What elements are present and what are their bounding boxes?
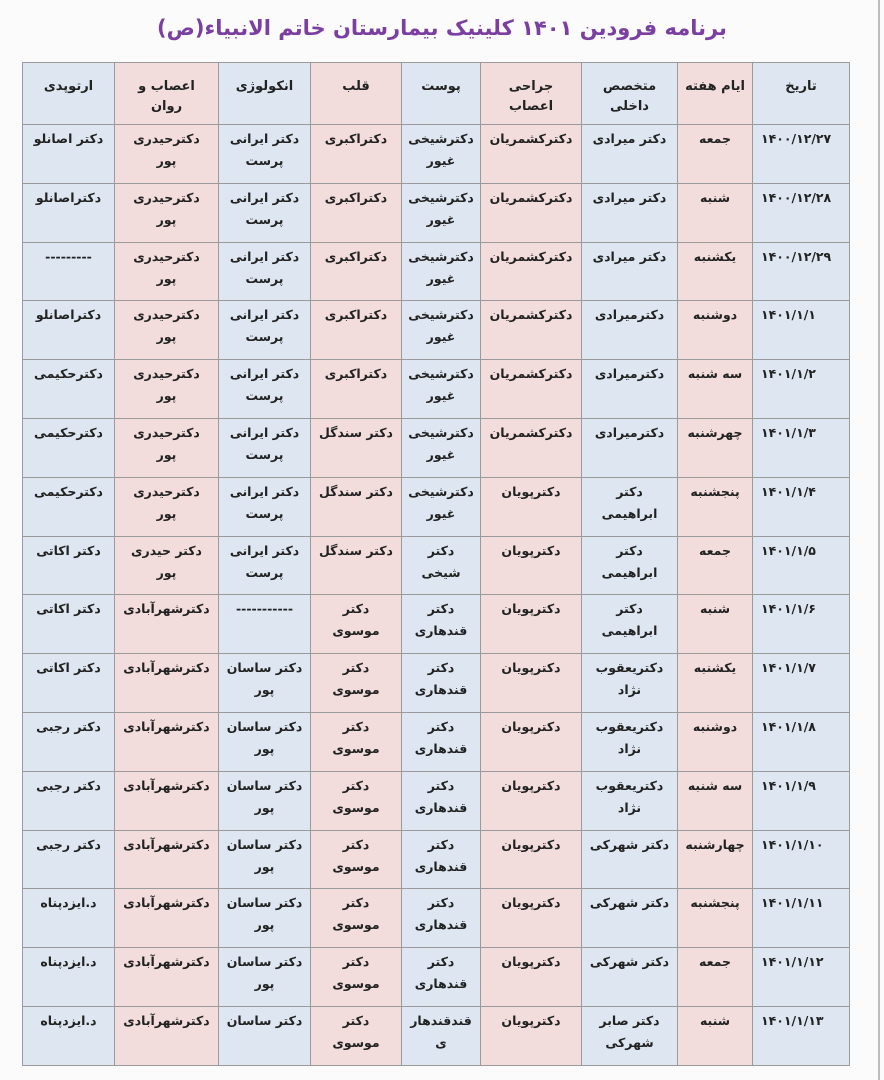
cell-date: ۱۴۰۰/۱۲/۲۹ — [753, 242, 850, 301]
table-row — [23, 948, 850, 1007]
cell-dermatology: دکترشیخی غیور — [402, 301, 481, 360]
cell-weekday: یکشنبه — [678, 242, 753, 301]
table-row — [23, 889, 850, 948]
cell-orthopedics: دکتراصانلو — [23, 301, 115, 360]
table-row — [23, 418, 850, 477]
cell-internal-medicine: دکتر شهرکی — [582, 948, 678, 1007]
cell-neurosurgery: دکترکشمریان — [481, 183, 582, 242]
cell-weekday: سه شنبه — [678, 360, 753, 419]
cell-neurosurgery: دکترپویان — [481, 1006, 582, 1065]
cell-oncology: دکتر ساسان پور — [219, 830, 311, 889]
header-row — [23, 63, 850, 125]
table-row — [23, 595, 850, 654]
table-row — [23, 830, 850, 889]
cell-weekday: یکشنبه — [678, 654, 753, 713]
cell-cardiology: دکتراکبری — [311, 183, 402, 242]
cell-psychiatry: دکترحیدری پور — [115, 125, 219, 184]
cell-orthopedics: --------- — [23, 242, 115, 301]
cell-cardiology: دکتراکبری — [311, 301, 402, 360]
cell-orthopedics: د.ایزدپناه — [23, 948, 115, 1007]
cell-neurosurgery: دکترکشمریان — [481, 418, 582, 477]
cell-oncology: دکتر ایرانی پرست — [219, 183, 311, 242]
cell-cardiology: دکتر سندگل — [311, 418, 402, 477]
cell-weekday: سه شنبه — [678, 771, 753, 830]
table-row — [23, 771, 850, 830]
cell-neurosurgery: دکترپویان — [481, 477, 582, 536]
cell-weekday: چهرشنبه — [678, 418, 753, 477]
cell-weekday: شنبه — [678, 595, 753, 654]
cell-oncology: دکتر ایرانی پرست — [219, 360, 311, 419]
cell-psychiatry: دکترحیدری پور — [115, 477, 219, 536]
cell-oncology: دکتر ایرانی پرست — [219, 477, 311, 536]
cell-neurosurgery: دکترکشمریان — [481, 360, 582, 419]
column-header-internal-medicine: متخصص داخلی — [582, 63, 678, 125]
cell-date: ۱۴۰۱/۱/۱۰ — [753, 830, 850, 889]
cell-neurosurgery: دکترکشمریان — [481, 125, 582, 184]
table-row — [23, 242, 850, 301]
cell-oncology: دکتر ساسان پور — [219, 771, 311, 830]
cell-weekday: پنجشنبه — [678, 477, 753, 536]
cell-dermatology: دکترشیخی غیور — [402, 477, 481, 536]
cell-oncology: دکتر ساسان پور — [219, 948, 311, 1007]
column-header-psychiatry: اعصاب و روان — [115, 63, 219, 125]
cell-cardiology: دکتراکبری — [311, 242, 402, 301]
cell-cardiology: دکتر موسوی — [311, 1006, 402, 1065]
cell-dermatology: دکتر قندهاری — [402, 771, 481, 830]
cell-oncology: دکتر ساسان — [219, 1006, 311, 1065]
cell-date: ۱۴۰۱/۱/۶ — [753, 595, 850, 654]
cell-psychiatry: دکترحیدری پور — [115, 301, 219, 360]
cell-orthopedics: دکتر رجبی — [23, 771, 115, 830]
cell-oncology: دکتر ساسان پور — [219, 712, 311, 771]
column-header-oncology: انکولوژی — [219, 63, 311, 125]
cell-psychiatry: دکترحیدری پور — [115, 242, 219, 301]
cell-orthopedics: دکتر اکاتی — [23, 595, 115, 654]
cell-internal-medicine: دکترمیرادی — [582, 301, 678, 360]
cell-dermatology: دکتر قندهاری — [402, 889, 481, 948]
cell-internal-medicine: دکتر میرادی — [582, 125, 678, 184]
cell-internal-medicine: دکتر ابراهیمی — [582, 536, 678, 595]
table-row — [23, 125, 850, 184]
cell-oncology: ----------- — [219, 595, 311, 654]
cell-orthopedics: دکتر اکاتی — [23, 654, 115, 713]
cell-psychiatry: دکترشهرآبادی — [115, 948, 219, 1007]
cell-internal-medicine: دکتر شهرکی — [582, 889, 678, 948]
cell-orthopedics: دکتراصانلو — [23, 183, 115, 242]
cell-dermatology: دکتر شیخی — [402, 536, 481, 595]
cell-date: ۱۴۰۱/۱/۹ — [753, 771, 850, 830]
cell-orthopedics: دکترحکیمی — [23, 418, 115, 477]
cell-cardiology: دکتر سندگل — [311, 536, 402, 595]
table-row — [23, 1006, 850, 1065]
cell-dermatology: دکتر قندهاری — [402, 595, 481, 654]
cell-date: ۱۴۰۱/۱/۱۱ — [753, 889, 850, 948]
cell-neurosurgery: دکترکشمریان — [481, 242, 582, 301]
column-header-cardiology: قلب — [311, 63, 402, 125]
cell-dermatology: دکتر قندهاری — [402, 712, 481, 771]
cell-dermatology: دکتر قندهاری — [402, 654, 481, 713]
page-edge — [878, 0, 880, 1080]
cell-oncology: دکتر ساسان پور — [219, 889, 311, 948]
cell-orthopedics: د.ایزدپناه — [23, 1006, 115, 1065]
cell-oncology: دکتر ایرانی پرست — [219, 242, 311, 301]
table-row — [23, 477, 850, 536]
cell-internal-medicine: دکتریعقوب نژاد — [582, 654, 678, 713]
cell-psychiatry: دکترحیدری پور — [115, 183, 219, 242]
cell-date: ۱۴۰۱/۱/۳ — [753, 418, 850, 477]
cell-orthopedics: دکترحکیمی — [23, 360, 115, 419]
cell-orthopedics: دکتر رجبی — [23, 830, 115, 889]
cell-cardiology: دکتر موسوی — [311, 595, 402, 654]
cell-internal-medicine: دکتر صابر شهرکی — [582, 1006, 678, 1065]
cell-oncology: دکتر ایرانی پرست — [219, 301, 311, 360]
cell-dermatology: دکترشیخی غیور — [402, 242, 481, 301]
cell-neurosurgery: دکترپویان — [481, 712, 582, 771]
table-row — [23, 712, 850, 771]
cell-date: ۱۴۰۱/۱/۲ — [753, 360, 850, 419]
cell-orthopedics: د.ایزدپناه — [23, 889, 115, 948]
cell-oncology: دکتر ایرانی پرست — [219, 125, 311, 184]
cell-orthopedics: دکتر اصانلو — [23, 125, 115, 184]
cell-internal-medicine: دکتر ابراهیمی — [582, 477, 678, 536]
cell-internal-medicine: دکترمیرادی — [582, 418, 678, 477]
cell-internal-medicine: دکترمیرادی — [582, 360, 678, 419]
cell-date: ۱۴۰۱/۱/۷ — [753, 654, 850, 713]
cell-oncology: دکتر ساسان پور — [219, 654, 311, 713]
cell-orthopedics: دکتر رجبی — [23, 712, 115, 771]
cell-neurosurgery: دکترپویان — [481, 536, 582, 595]
cell-psychiatry: دکترشهرآبادی — [115, 889, 219, 948]
cell-internal-medicine: دکتریعقوب نژاد — [582, 771, 678, 830]
cell-neurosurgery: دکترپویان — [481, 830, 582, 889]
cell-dermatology: دکترشیخی غیور — [402, 418, 481, 477]
cell-cardiology: دکتر موسوی — [311, 712, 402, 771]
table-row — [23, 654, 850, 713]
cell-internal-medicine: دکتر میرادی — [582, 242, 678, 301]
cell-internal-medicine: دکتر میرادی — [582, 183, 678, 242]
column-header-date: تاریخ — [753, 63, 850, 125]
cell-oncology: دکتر ایرانی پرست — [219, 418, 311, 477]
table-row — [23, 360, 850, 419]
cell-psychiatry: دکترحیدری پور — [115, 360, 219, 419]
cell-psychiatry: دکترحیدری پور — [115, 418, 219, 477]
cell-weekday: جمعه — [678, 125, 753, 184]
table-row — [23, 301, 850, 360]
cell-psychiatry: دکتر حیدری پور — [115, 536, 219, 595]
page-title: برنامه فرودین ۱۴۰۱ کلینیک بیمارستان خاتم الانبیاء(ص) — [157, 16, 727, 40]
cell-dermatology: دکترشیخی غیور — [402, 360, 481, 419]
schedule-table — [22, 62, 850, 1066]
column-header-dermatology: پوست — [402, 63, 481, 125]
cell-neurosurgery: دکترپویان — [481, 771, 582, 830]
cell-dermatology: قندقندهار ی — [402, 1006, 481, 1065]
cell-weekday: جمعه — [678, 948, 753, 1007]
cell-date: ۱۴۰۱/۱/۱۳ — [753, 1006, 850, 1065]
cell-cardiology: دکتر موسوی — [311, 948, 402, 1007]
cell-weekday: چهارشنبه — [678, 830, 753, 889]
cell-neurosurgery: دکترپویان — [481, 595, 582, 654]
cell-psychiatry: دکترشهرآبادی — [115, 712, 219, 771]
cell-psychiatry: دکترشهرآبادی — [115, 1006, 219, 1065]
cell-neurosurgery: دکترپویان — [481, 654, 582, 713]
cell-date: ۱۴۰۰/۱۲/۲۷ — [753, 125, 850, 184]
cell-cardiology: دکتر موسوی — [311, 830, 402, 889]
cell-cardiology: دکتر موسوی — [311, 654, 402, 713]
cell-neurosurgery: دکترکشمریان — [481, 301, 582, 360]
column-header-weekday: ایام هفته — [678, 63, 753, 125]
cell-orthopedics: دکتر اکاتی — [23, 536, 115, 595]
cell-date: ۱۴۰۰/۱۲/۲۸ — [753, 183, 850, 242]
cell-psychiatry: دکترشهرآبادی — [115, 830, 219, 889]
cell-weekday: دوشنبه — [678, 301, 753, 360]
cell-date: ۱۴۰۱/۱/۸ — [753, 712, 850, 771]
cell-date: ۱۴۰۱/۱/۱ — [753, 301, 850, 360]
column-header-orthopedics: ارتوپدی — [23, 63, 115, 125]
cell-neurosurgery: دکترپویان — [481, 948, 582, 1007]
cell-orthopedics: دکترحکیمی — [23, 477, 115, 536]
table-row — [23, 183, 850, 242]
cell-date: ۱۴۰۱/۱/۴ — [753, 477, 850, 536]
table-row — [23, 536, 850, 595]
cell-psychiatry: دکترشهرآبادی — [115, 595, 219, 654]
cell-neurosurgery: دکترپویان — [481, 889, 582, 948]
cell-oncology: دکتر ایرانی پرست — [219, 536, 311, 595]
cell-cardiology: دکتر موسوی — [311, 771, 402, 830]
cell-cardiology: دکتراکبری — [311, 125, 402, 184]
cell-dermatology: دکترشیخی غیور — [402, 183, 481, 242]
cell-weekday: شنبه — [678, 183, 753, 242]
column-header-neurosurgery: جراحی اعصاب — [481, 63, 582, 125]
cell-weekday: دوشنبه — [678, 712, 753, 771]
cell-date: ۱۴۰۱/۱/۵ — [753, 536, 850, 595]
cell-weekday: پنجشنبه — [678, 889, 753, 948]
cell-psychiatry: دکترشهرآبادی — [115, 771, 219, 830]
cell-cardiology: دکتر موسوی — [311, 889, 402, 948]
cell-dermatology: دکترشیخی غیور — [402, 125, 481, 184]
cell-date: ۱۴۰۱/۱/۱۲ — [753, 948, 850, 1007]
cell-internal-medicine: دکتر شهرکی — [582, 830, 678, 889]
table-body — [23, 125, 850, 1066]
cell-weekday: جمعه — [678, 536, 753, 595]
cell-internal-medicine: دکتر ابراهیمی — [582, 595, 678, 654]
cell-cardiology: دکتراکبری — [311, 360, 402, 419]
cell-dermatology: دکتر قندهاری — [402, 948, 481, 1007]
cell-internal-medicine: دکتریعقوب نژاد — [582, 712, 678, 771]
cell-weekday: شنبه — [678, 1006, 753, 1065]
cell-psychiatry: دکترشهرآبادی — [115, 654, 219, 713]
cell-cardiology: دکتر سندگل — [311, 477, 402, 536]
cell-dermatology: دکتر قندهاری — [402, 830, 481, 889]
